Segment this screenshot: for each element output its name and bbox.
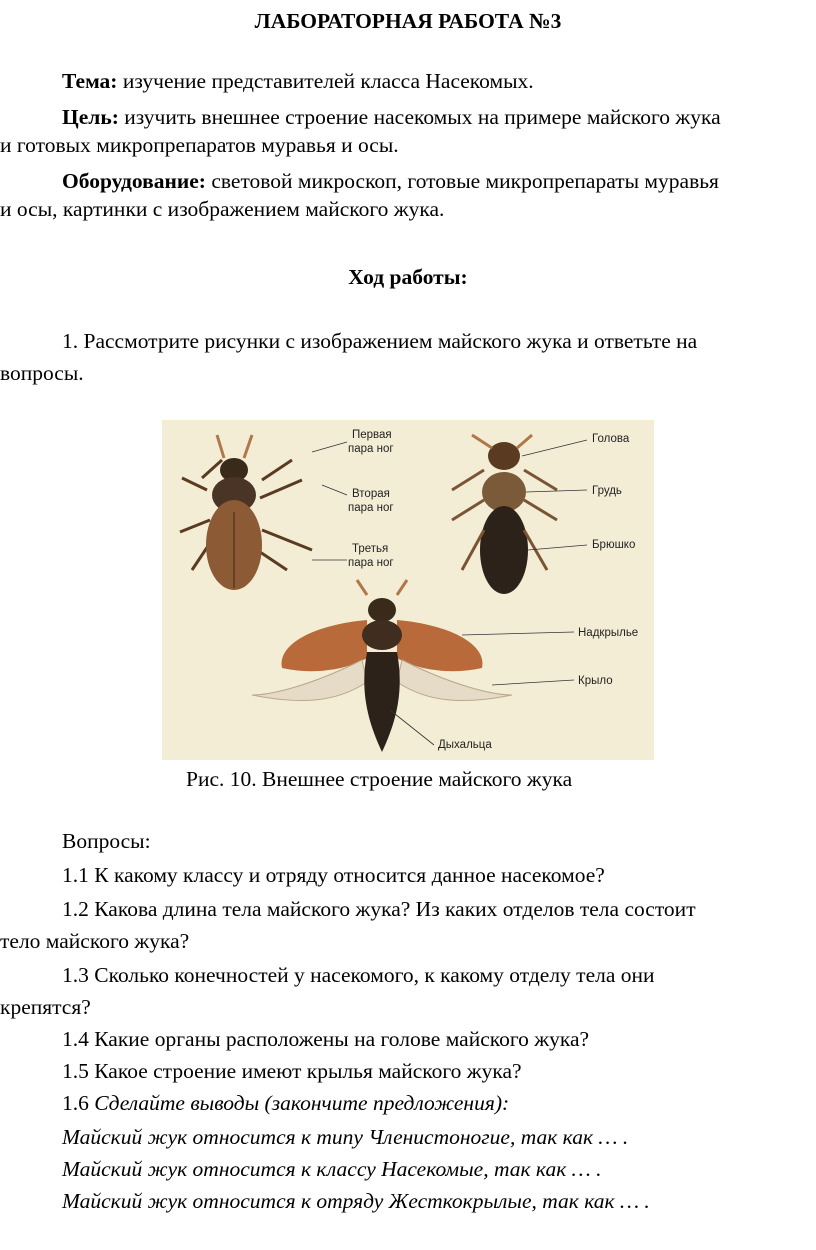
questions-heading: Вопросы: bbox=[62, 829, 151, 853]
question-1-2-text: 1.2 Какова длина тела майского жука? Из каких отделов тела состоит bbox=[62, 897, 696, 921]
question-1-2-line-1 bbox=[62, 896, 816, 922]
topic-label: Тема: bbox=[62, 69, 118, 93]
label-third-legs-1: Третья bbox=[352, 543, 389, 555]
beetle-figure bbox=[162, 420, 654, 760]
goal-line-1 bbox=[62, 104, 816, 130]
conclusion-1: Майский жук относится к типу Членистоногие, так как … . bbox=[62, 1125, 629, 1149]
question-1-3-line-1 bbox=[62, 962, 816, 988]
label-first-legs-2: пара ног bbox=[348, 443, 394, 455]
goal-line-2: и готовых микропрепаратов муравья и осы. bbox=[0, 133, 399, 157]
label-thorax: Грудь bbox=[592, 485, 622, 497]
label-wing: Крыло bbox=[578, 675, 613, 687]
progress-heading: Ход работы: bbox=[348, 265, 468, 289]
question-1-6-text: Сделайте выводы (закончите предложения): bbox=[94, 1091, 510, 1115]
beetle-ventral bbox=[452, 435, 557, 594]
conclusion-3: Майский жук относится к отряду Жесткокрылые, так как … . bbox=[62, 1189, 650, 1213]
label-third-legs-2: пара ног bbox=[348, 557, 394, 569]
question-1-3-line-2: крепятся? bbox=[0, 995, 91, 1019]
label-spiracles: Дыхальца bbox=[438, 739, 492, 751]
question-1-1: 1.1 К какому классу и отряду относится данное насекомое? bbox=[62, 863, 605, 887]
question-1-4: 1.4 Какие органы расположены на голове майского жука? bbox=[62, 1027, 590, 1051]
label-head: Голова bbox=[592, 433, 630, 445]
beetle-illustration bbox=[162, 420, 654, 760]
figure-caption: Рис. 10. Внешнее строение майского жука bbox=[186, 767, 573, 791]
question-1-6 bbox=[62, 1090, 816, 1116]
question-1-5: 1.5 Какое строение имеют крылья майского жука? bbox=[62, 1059, 522, 1083]
question-1-2-line-2: тело майского жука? bbox=[0, 929, 190, 953]
question-1-6-number: 1.6 bbox=[62, 1091, 89, 1115]
question-1-3-text: 1.3 Сколько конечностей у насекомого, к какому отделу тела они bbox=[62, 963, 655, 987]
beetle-flying bbox=[252, 580, 512, 752]
conclusion-2: Майский жук относится к классу Насекомые, так как … . bbox=[62, 1157, 602, 1181]
topic-line bbox=[62, 68, 816, 94]
topic-text: изучение представителей класса Насекомых. bbox=[122, 69, 534, 93]
equipment-text-1: световой микроскоп, готовые микропрепараты муравья bbox=[211, 169, 719, 193]
page-title: ЛАБОРАТОРНАЯ РАБОТА №3 bbox=[254, 9, 562, 33]
equipment-label: Оборудование: bbox=[62, 169, 206, 193]
goal-label: Цель: bbox=[62, 105, 119, 129]
equipment-line-2: и осы, картинки с изображением майского жука. bbox=[0, 197, 445, 221]
label-first-legs-1: Первая bbox=[352, 429, 392, 441]
task1-line-2: вопросы. bbox=[0, 361, 84, 385]
beetle-dorsal bbox=[180, 435, 312, 590]
label-elytra: Надкрылье bbox=[578, 627, 639, 639]
task1-line-1 bbox=[62, 328, 816, 354]
label-abdomen: Брюшко bbox=[592, 539, 636, 551]
label-second-legs-2: пара ног bbox=[348, 502, 394, 514]
task1-text-1: 1. Рассмотрите рисунки с изображением майского жука и ответьте на bbox=[62, 329, 698, 353]
label-second-legs-1: Вторая bbox=[352, 488, 390, 500]
goal-text-1: изучить внешнее строение насекомых на примере майского жука bbox=[124, 105, 721, 129]
equipment-line-1 bbox=[62, 168, 816, 194]
